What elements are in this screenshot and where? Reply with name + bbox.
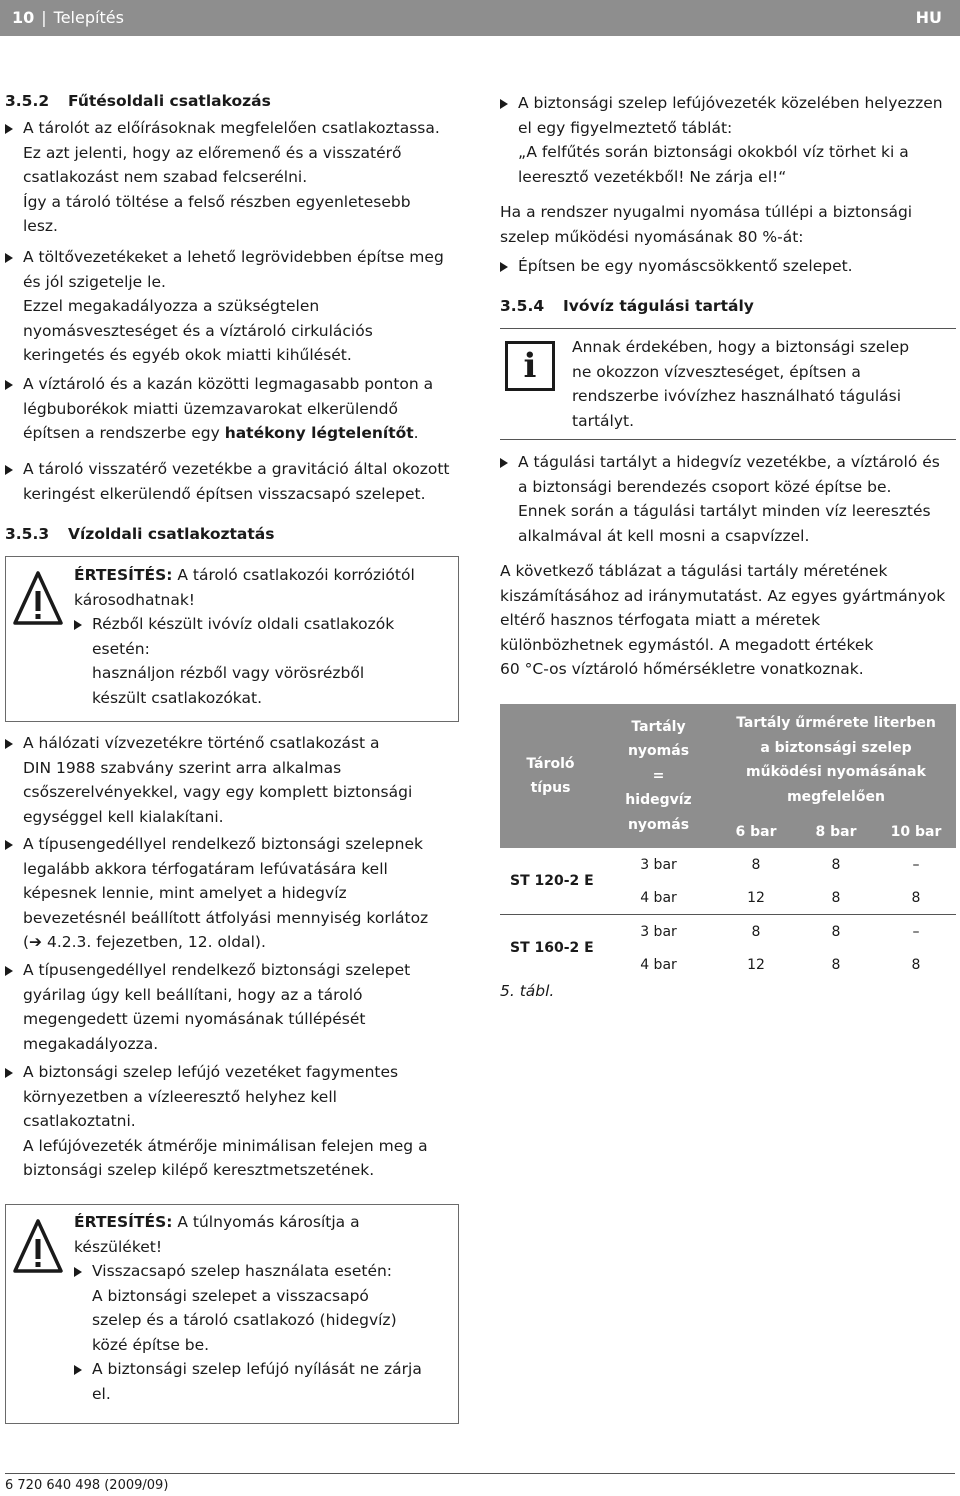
- text-line: A biztonsági szelep lefújóvezeték közelében helyezzen: [518, 94, 943, 112]
- text-line: Rézből készült ivóvíz oldali csatlakozók: [92, 615, 395, 633]
- th-type: [500, 704, 601, 848]
- page-number: 10: [12, 8, 35, 27]
- text-line: biztonsági szelep kilépő keresztmetszetének.: [23, 1161, 375, 1179]
- cell-value: 8: [751, 856, 761, 873]
- paragraph: [500, 559, 956, 682]
- th-8bar: 8 bar: [796, 816, 876, 848]
- paragraph: [500, 200, 956, 249]
- th-line: Tároló: [526, 755, 575, 772]
- th-line: nyomás: [627, 743, 690, 760]
- table-row: [500, 915, 956, 949]
- th-line: típus: [530, 780, 571, 796]
- text-line: csatlakoztatni.: [23, 1112, 136, 1130]
- th-line: a biztonsági szelep: [760, 739, 912, 756]
- text-line: A típusengedéllyel rendelkező biztonsági szelepet: [23, 961, 411, 979]
- text-line: keringetés és egyéb okok miatti kihűlését.: [23, 346, 352, 364]
- cell-value: 8: [831, 956, 841, 973]
- bullet-marker-icon: [74, 1267, 82, 1277]
- text-line: A víztároló és a kazán közötti legmagasabb ponton a: [23, 375, 434, 393]
- section-number: 3.5.3: [5, 525, 50, 543]
- text-line: alkalmával át kell mosni a csapvízzel.: [518, 526, 810, 545]
- cell-value: 8: [831, 923, 841, 940]
- text-line: esetén:: [92, 639, 150, 658]
- header-lang: HU: [915, 8, 942, 27]
- notice-label: ÉRTESÍTÉS:: [74, 1213, 173, 1231]
- th-line: =: [652, 767, 665, 784]
- bullet-marker-icon: [5, 124, 13, 134]
- th-line: nyomás: [627, 816, 690, 833]
- bullet-item: [500, 91, 956, 189]
- bullet-item: [5, 1060, 465, 1183]
- text-line: 60 °C-os víztároló hőmérsékletre vonatkoznak.: [500, 660, 864, 678]
- bullet-marker-icon: [5, 1068, 13, 1078]
- text-line: A lefújóvezeték átmérője minimálisan felejen meg a: [23, 1136, 428, 1155]
- section-3-5-4-title: [500, 297, 754, 315]
- text-line: kiszámításához ad iránymutatást. Az egyes gyártmányok: [500, 586, 946, 605]
- cell-value: 8: [831, 856, 841, 873]
- th-line: működési nyomásának: [746, 764, 926, 780]
- notice-content: [74, 1210, 454, 1406]
- th-line: Tartály: [631, 718, 686, 735]
- th-line: megfelelően: [787, 788, 885, 805]
- bullet-item: [5, 731, 465, 829]
- text-span: A túlnyomás károsítja a: [172, 1213, 360, 1231]
- text-line: készüléket!: [74, 1237, 163, 1256]
- bullet-item: [5, 245, 465, 368]
- cell-value: 12: [716, 881, 796, 915]
- text-line: csatlakozást nem szabad felcserélni.: [23, 168, 308, 186]
- text-line: DIN 1988 szabvány szerint arra alkalmas: [23, 758, 342, 777]
- cell-pressure: 4 bar: [640, 956, 677, 973]
- text-line: el.: [92, 1384, 111, 1403]
- cell-value: –: [912, 856, 920, 873]
- header-separator: |: [41, 8, 47, 27]
- text-line: használjon rézből vagy vörösrézből: [92, 664, 365, 682]
- text-line: gyárilag úgy kell beállítani, hogy az a tároló: [23, 985, 363, 1004]
- text-line: különbözhetnek egymástól. A megadott értékek: [500, 635, 874, 654]
- bullet-item: [74, 612, 454, 710]
- text-line: A töltővezetékeket a lehető legrövidebben építse meg: [23, 248, 444, 266]
- text-line: A tároló visszatérő vezetékbe a gravitáció által okozott: [23, 460, 450, 478]
- notice-label: ÉRTESÍTÉS:: [74, 566, 173, 584]
- cell-value: 8: [796, 881, 876, 915]
- text-line: bevezetésnél beállított átfolyási mennyiség korlátoz: [23, 908, 429, 927]
- header-section: Telepítés: [53, 8, 124, 27]
- section-title: Ivóvíz tágulási tartály: [563, 297, 754, 315]
- th-10bar: 10 bar: [876, 816, 956, 848]
- header-left: [12, 8, 124, 27]
- text-line: készült csatlakozókat.: [92, 688, 263, 707]
- info-icon: i: [505, 341, 555, 391]
- bullet-marker-icon: [5, 966, 13, 976]
- text-line: légbuborékok miatti üzemzavarokat elkerülendő: [23, 399, 398, 418]
- text-line: képesnek lennie, mint amelyet a hidegvíz: [23, 884, 347, 902]
- bullet-marker-icon: [5, 253, 13, 263]
- text-line: szelep működési nyomásának 80 %-át:: [500, 227, 804, 246]
- warning-icon: [11, 1215, 65, 1275]
- text-span: .: [413, 424, 419, 442]
- table-row: [500, 848, 956, 881]
- bullet-item: [500, 450, 956, 548]
- notice-box: [5, 1204, 459, 1424]
- text-line: Ez azt jelenti, hogy az előremenő és a visszatérő: [23, 143, 402, 162]
- cell-pressure: 3 bar: [640, 856, 677, 873]
- text-line: keringést elkerülendő építsen visszacsapó szelepet.: [23, 484, 426, 503]
- text-line: Így a tároló töltése a felső részben egyenletesebb: [23, 192, 411, 211]
- bullet-marker-icon: [500, 262, 508, 272]
- bold-text: hatékony légtelenítőt: [224, 424, 414, 442]
- text-line: el egy figyelmeztető táblát:: [518, 118, 733, 137]
- bullet-item: [74, 1259, 454, 1357]
- bullet-item: [500, 254, 956, 279]
- text-line: (➔ 4.2.3. fejezetben, 12. oldal).: [23, 933, 266, 951]
- text-line: legalább akkora térfogatáram lefúvatására kell: [23, 859, 388, 878]
- bullet-item: [5, 457, 465, 506]
- section-number: 3.5.4: [500, 297, 545, 315]
- bullet-marker-icon: [5, 465, 13, 475]
- footer-doc-number: 6 720 640 498 (2009/09): [5, 1478, 169, 1493]
- bullet-item: [5, 116, 465, 239]
- section-title: Vízoldali csatlakoztatás: [68, 525, 275, 543]
- text-line: Építsen be egy nyomáscsökkentő szelepet.: [518, 257, 853, 275]
- text-line: A biztonsági szelep lefújó nyílását ne zárja: [92, 1360, 422, 1378]
- text-line: ne okozzon vízveszteséget, építsen a: [572, 362, 861, 381]
- text-line: eltérő hasznos térfogata miatt a méretek: [500, 611, 821, 629]
- text-line: megakadályozza.: [23, 1034, 159, 1053]
- text-line: Annak érdekében, hogy a biztonsági szelep: [572, 338, 910, 356]
- text-line: A típusengedéllyel rendelkező biztonsági szelepnek: [23, 835, 423, 853]
- notice-box: [5, 556, 459, 722]
- cell-type: ST 160-2 E: [510, 940, 594, 956]
- text-line: Ennek során a tágulási tartályt minden víz leeresztés: [518, 502, 931, 520]
- text-line: [23, 421, 465, 446]
- bullet-marker-icon: [5, 840, 13, 850]
- bullet-item: [74, 1357, 454, 1406]
- text-line: környezetben a vízleeresztő helyhez kell: [23, 1087, 337, 1106]
- text-line: tartályt.: [572, 411, 635, 430]
- text-line: a biztonsági berendezés csoport közé építse be.: [518, 477, 892, 496]
- section-title: Fűtésoldali csatlakozás: [68, 92, 271, 110]
- text-line: károsodhatnak!: [74, 590, 196, 609]
- text-line: „A felfűtés során biztonsági okokból víz törhet ki a: [518, 143, 909, 161]
- text-line: nyomásveszteséget és a víztároló cirkulációs: [23, 321, 373, 340]
- text-line: A következő táblázat a tágulási tartály méretének: [500, 562, 888, 580]
- expansion-tank-table: [500, 704, 956, 981]
- bullet-item: [5, 832, 465, 955]
- cell-type: ST 120-2 E: [500, 848, 601, 915]
- bullet-marker-icon: [5, 380, 13, 390]
- text-line: Visszacsapó szelep használata esetén:: [92, 1262, 393, 1280]
- bullet-item: [5, 958, 465, 1056]
- text-line: A biztonsági szelep lefújó vezetéket fagymentes: [23, 1063, 399, 1081]
- cell-pressure: 4 bar: [601, 881, 716, 915]
- th-line: hidegvíz: [625, 792, 692, 809]
- section-number: 3.5.2: [5, 92, 50, 110]
- text-line: leeresztő vezetékből! Ne zárja el!“: [518, 167, 787, 186]
- bullet-marker-icon: [500, 99, 508, 109]
- cell-value: 8: [876, 881, 956, 915]
- cell-value: 8: [911, 956, 921, 973]
- cell-value: 12: [747, 956, 765, 973]
- text-line: szelep és a tároló csatlakozó (hidegvíz): [92, 1311, 397, 1329]
- text-line: Ezzel megakadályozza a szükségtelen: [23, 297, 320, 315]
- notice-line: [74, 563, 454, 588]
- info-text: [572, 335, 952, 433]
- text-line: csőszerelvényekkel, vagy egy komplett biztonsági: [23, 783, 413, 801]
- text-line: megengedett üzemi nyomásának túllépését: [23, 1010, 366, 1028]
- bullet-marker-icon: [74, 620, 82, 630]
- text-line: A tárolót az előírásoknak megfelelően csatlakoztassa.: [23, 119, 440, 137]
- text-line: rendszerbe ivóvízhez használható tágulási: [572, 387, 902, 405]
- notice-line: [74, 1210, 454, 1235]
- text-line: Ha a rendszer nyugalmi nyomása túllépi a biztonsági: [500, 203, 913, 221]
- info-box: [500, 328, 956, 440]
- cell-pressure: 3 bar: [640, 923, 677, 940]
- text-span: építsen a rendszerbe egy: [23, 424, 225, 442]
- bullet-marker-icon: [74, 1365, 82, 1375]
- footer-divider: [5, 1473, 955, 1474]
- th-pressure: [601, 704, 716, 848]
- text-line: A hálózati vízvezetékre történő csatlakozást a: [23, 734, 380, 752]
- th-6bar: 6 bar: [716, 816, 796, 848]
- text-line: egységgel kell kialakítani.: [23, 807, 224, 826]
- th-line: Tartály űrmérete literben: [736, 715, 936, 731]
- text-line: közé építse be.: [92, 1335, 210, 1354]
- warning-icon: [11, 567, 65, 627]
- cell-value: –: [912, 923, 920, 940]
- section-3-5-3-title: [5, 525, 274, 543]
- section-3-5-2-title: [5, 92, 271, 110]
- bullet-marker-icon: [5, 739, 13, 749]
- bullet-item: [5, 372, 465, 446]
- page-header: [0, 0, 960, 36]
- text-line: A biztonsági szelepet a visszacsapó: [92, 1286, 369, 1305]
- bullet-marker-icon: [500, 458, 508, 468]
- cell-value: 8: [751, 923, 761, 940]
- text-line: lesz.: [23, 217, 58, 235]
- notice-content: [74, 563, 454, 710]
- text-span: A tároló csatlakozói korróziótól: [172, 566, 415, 584]
- th-volume: [716, 704, 956, 816]
- text-line: és jól szigetelje le.: [23, 272, 166, 291]
- text-line: A tágulási tartályt a hidegvíz vezetékbe, a víztároló és: [518, 453, 940, 471]
- table-caption: 5. tábl.: [500, 982, 555, 1000]
